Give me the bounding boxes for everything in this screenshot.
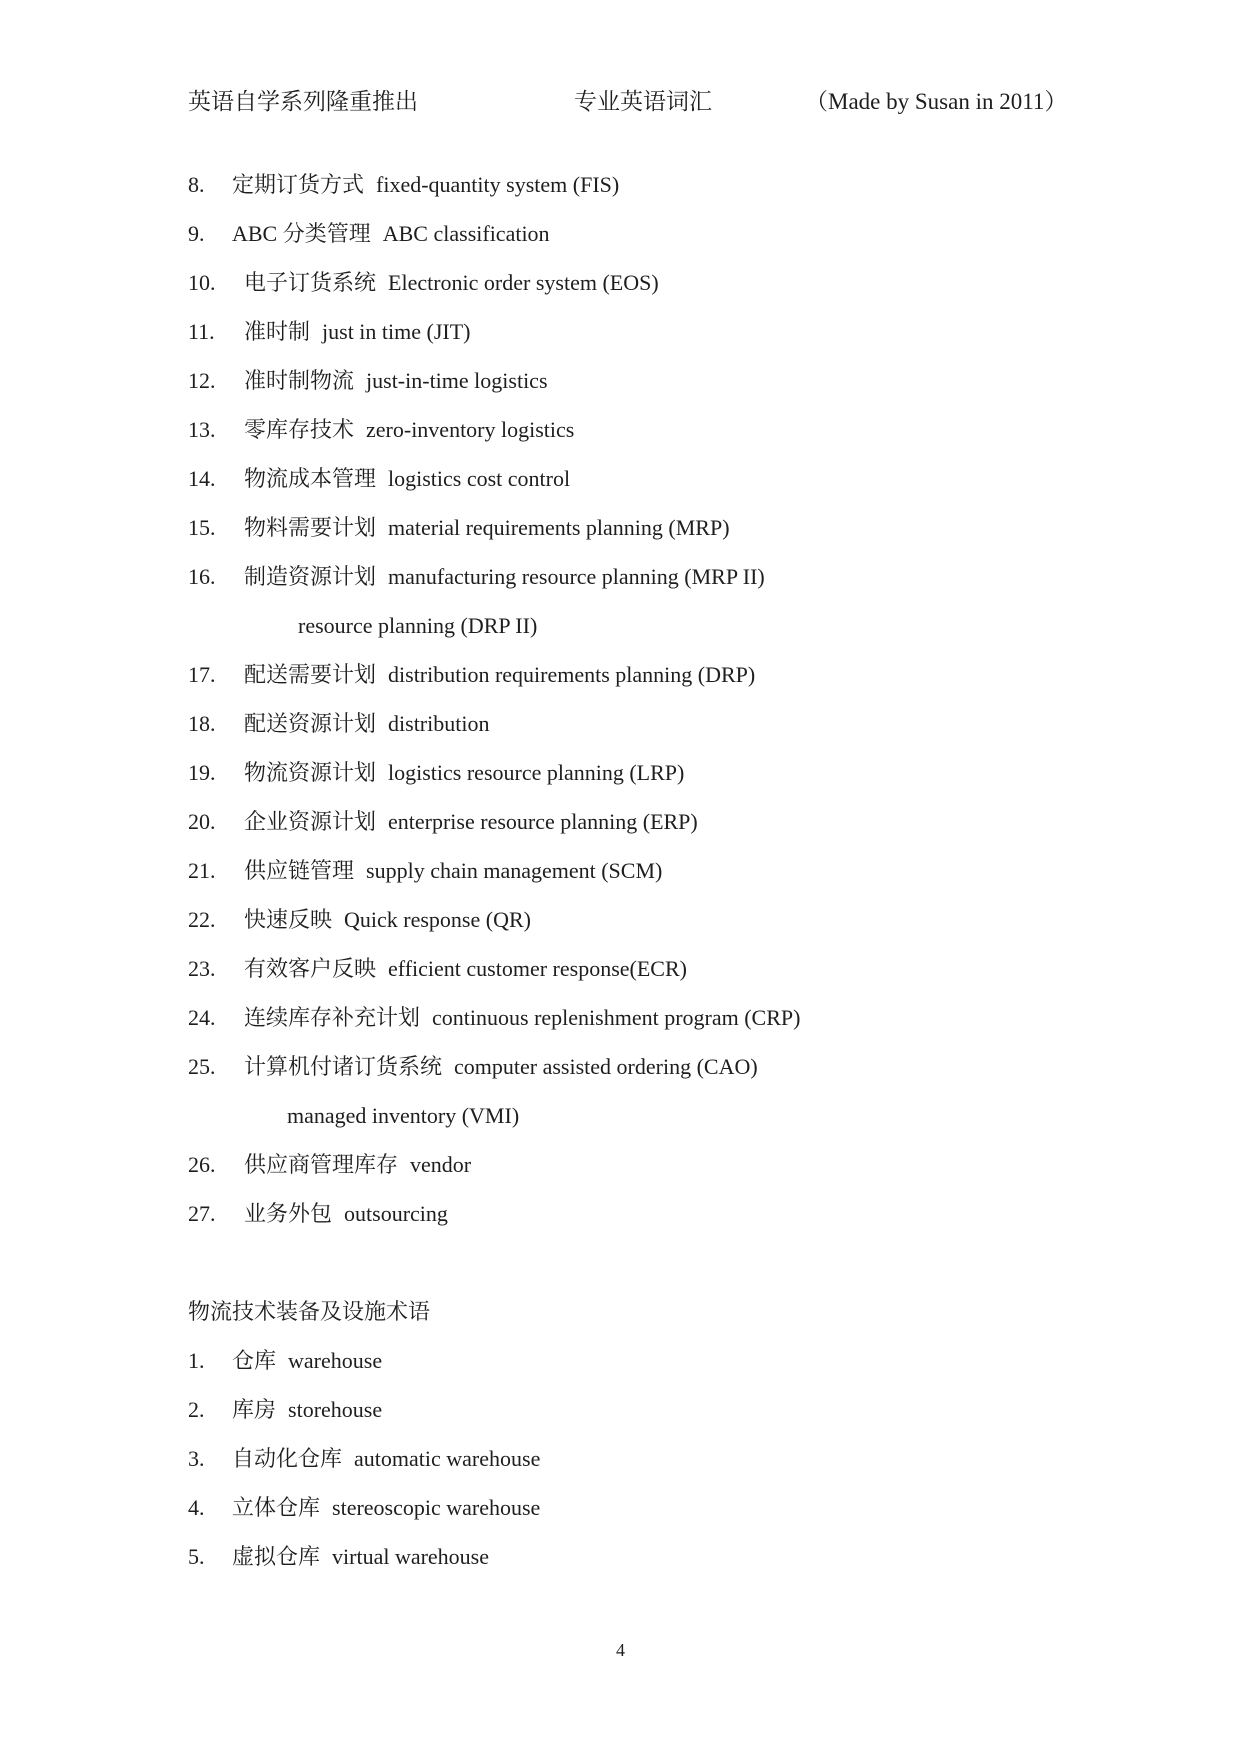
header-document-title: 专业英语词汇 (574, 89, 712, 114)
item-chinese-term: 供应链管理 (244, 858, 355, 883)
item-chinese-term: 自动化仓库 (232, 1446, 343, 1471)
item-number: 24. (188, 1005, 216, 1030)
list-item (0, 806, 1241, 855)
item-number: 19. (188, 760, 216, 785)
item-english-term: manufacturing resource planning (MRP II) (388, 564, 765, 589)
item-text (244, 1198, 448, 1230)
item-text (244, 463, 570, 495)
item-english-term: Quick response (QR) (344, 907, 531, 932)
item-english-term-continued: managed inventory (VMI) (287, 1103, 520, 1128)
item-chinese-term: 配送资源计划 (244, 711, 377, 736)
item-english-term: continuous replenishment program (CRP) (432, 1005, 801, 1030)
item-number: 4. (188, 1495, 205, 1520)
item-text (244, 904, 531, 936)
list-item (0, 169, 1241, 218)
blank-line (0, 1247, 1241, 1296)
item-chinese-term: 计算机付诸订货系统 (244, 1054, 443, 1079)
list-item (0, 463, 1241, 512)
item-number: 11. (188, 319, 215, 344)
item-english-term: distribution requirements planning (DRP) (388, 662, 756, 687)
item-number: 5. (188, 1544, 205, 1569)
item-text (244, 267, 659, 299)
item-english-term: material requirements planning (MRP) (388, 515, 730, 540)
list-item (0, 659, 1241, 708)
item-text (244, 1002, 800, 1034)
item-number: 25. (188, 1054, 216, 1079)
section-heading (0, 1296, 1241, 1345)
item-english-term: logistics cost control (388, 466, 571, 491)
item-number: 3. (188, 1446, 205, 1471)
list-item (0, 708, 1241, 757)
item-english-term: computer assisted ordering (CAO) (454, 1054, 758, 1079)
item-text (232, 1345, 382, 1377)
item-chinese-term: 供应商管理库存 (244, 1152, 399, 1177)
item-number: 21. (188, 858, 216, 883)
item-text (244, 1149, 471, 1181)
list-item (0, 1541, 1241, 1590)
item-english-term: Electronic order system (EOS) (388, 270, 659, 295)
list-item (0, 1492, 1241, 1541)
item-number: 9. (188, 221, 205, 246)
item-number: 12. (188, 368, 216, 393)
list-item (0, 414, 1241, 463)
list-item (0, 953, 1241, 1002)
item-english-term: virtual warehouse (332, 1544, 490, 1569)
item-number: 13. (188, 417, 216, 442)
item-english-term: automatic warehouse (354, 1446, 541, 1471)
item-number: 14. (188, 466, 216, 491)
item-text (232, 1394, 382, 1426)
item-text (244, 855, 662, 887)
item-english-term: warehouse (288, 1348, 383, 1373)
item-number: 27. (188, 1201, 216, 1226)
item-number: 18. (188, 711, 216, 736)
item-text (232, 169, 619, 201)
page-header (0, 86, 1241, 118)
list-item (0, 561, 1241, 610)
item-text (232, 1492, 540, 1524)
item-text (244, 365, 548, 397)
item-text (244, 708, 489, 740)
list-item (0, 855, 1241, 904)
list-item (0, 1345, 1241, 1394)
item-text (244, 414, 574, 446)
item-english-term: distribution (388, 711, 490, 736)
item-text (244, 953, 687, 985)
item-number: 1. (188, 1348, 205, 1373)
item-chinese-term: 物料需要计划 (244, 515, 377, 540)
item-english-term-continued: resource planning (DRP II) (298, 613, 538, 638)
list-item (0, 316, 1241, 365)
list-item (0, 267, 1241, 316)
item-english-term: logistics resource planning (LRP) (388, 760, 685, 785)
item-chinese-term: 准时制物流 (244, 368, 355, 393)
item-chinese-term: 准时制 (244, 319, 311, 344)
item-number: 10. (188, 270, 216, 295)
item-number: 26. (188, 1152, 216, 1177)
item-text (244, 1051, 758, 1083)
item-english-term: zero-inventory logistics (366, 417, 575, 442)
list-item (0, 512, 1241, 561)
item-chinese-term: 快速反映 (244, 907, 333, 932)
item-number: 17. (188, 662, 216, 687)
list-item (0, 1443, 1241, 1492)
item-chinese-term: 电子订货系统 (244, 270, 377, 295)
item-chinese-term: 业务外包 (244, 1201, 333, 1226)
item-chinese-term: 配送需要计划 (244, 662, 377, 687)
list-item-continuation (0, 610, 1241, 659)
item-chinese-term: 零库存技术 (244, 417, 355, 442)
item-english-term: just-in-time logistics (366, 368, 548, 393)
item-text (244, 757, 684, 789)
section-title: 物流技术装备及设施术语 (188, 1299, 431, 1324)
list-item (0, 757, 1241, 806)
item-chinese-term: 物流资源计划 (244, 760, 377, 785)
item-chinese-term: 物流成本管理 (244, 466, 377, 491)
header-author-note: （Made by Susan in 2011） (805, 89, 1068, 114)
list-item (0, 218, 1241, 267)
item-english-term: vendor (410, 1152, 472, 1177)
item-number: 22. (188, 907, 216, 932)
item-english-term: outsourcing (344, 1201, 448, 1226)
header-series-title: 英语自学系列隆重推出 (188, 89, 418, 114)
item-english-term: efficient customer response(ECR) (388, 956, 687, 981)
item-text (232, 1541, 489, 1573)
item-text (244, 316, 471, 348)
item-chinese-term: 连续库存补充计划 (244, 1005, 421, 1030)
item-english-term: fixed-quantity system (FIS) (376, 172, 620, 197)
item-chinese-term: 仓库 (232, 1348, 277, 1373)
item-number: 23. (188, 956, 216, 981)
item-chinese-term: 虚拟仓库 (232, 1544, 321, 1569)
list-item (0, 1198, 1241, 1247)
item-text (244, 561, 765, 593)
item-chinese-term: 有效客户反映 (244, 956, 377, 981)
list-item (0, 1051, 1241, 1100)
item-english-term: storehouse (288, 1397, 383, 1422)
item-english-term: just in time (JIT) (322, 319, 471, 344)
list-item (0, 365, 1241, 414)
list-item (0, 1149, 1241, 1198)
item-english-term: stereoscopic warehouse (332, 1495, 541, 1520)
list-item (0, 1002, 1241, 1051)
list-item (0, 904, 1241, 953)
item-chinese-term: 制造资源计划 (244, 564, 377, 589)
item-number: 8. (188, 172, 205, 197)
glossary-list (0, 169, 1241, 1590)
item-text (244, 512, 730, 544)
item-chinese-term: ABC 分类管理 (232, 221, 371, 246)
item-english-term: supply chain management (SCM) (366, 858, 663, 883)
list-item-continuation (0, 1100, 1241, 1149)
item-number: 2. (188, 1397, 205, 1422)
item-chinese-term: 企业资源计划 (244, 809, 377, 834)
item-chinese-term: 库房 (232, 1397, 277, 1422)
list-item (0, 1394, 1241, 1443)
item-number: 20. (188, 809, 216, 834)
item-text (232, 218, 550, 250)
item-text (244, 806, 698, 838)
item-english-term: ABC classification (382, 221, 550, 246)
page-number: 4 (616, 1640, 625, 1660)
item-text (232, 1443, 540, 1475)
item-text (244, 659, 755, 691)
item-number: 15. (188, 515, 216, 540)
item-english-term: enterprise resource planning (ERP) (388, 809, 698, 834)
item-chinese-term: 定期订货方式 (232, 172, 365, 197)
item-chinese-term: 立体仓库 (232, 1495, 321, 1520)
item-number: 16. (188, 564, 216, 589)
